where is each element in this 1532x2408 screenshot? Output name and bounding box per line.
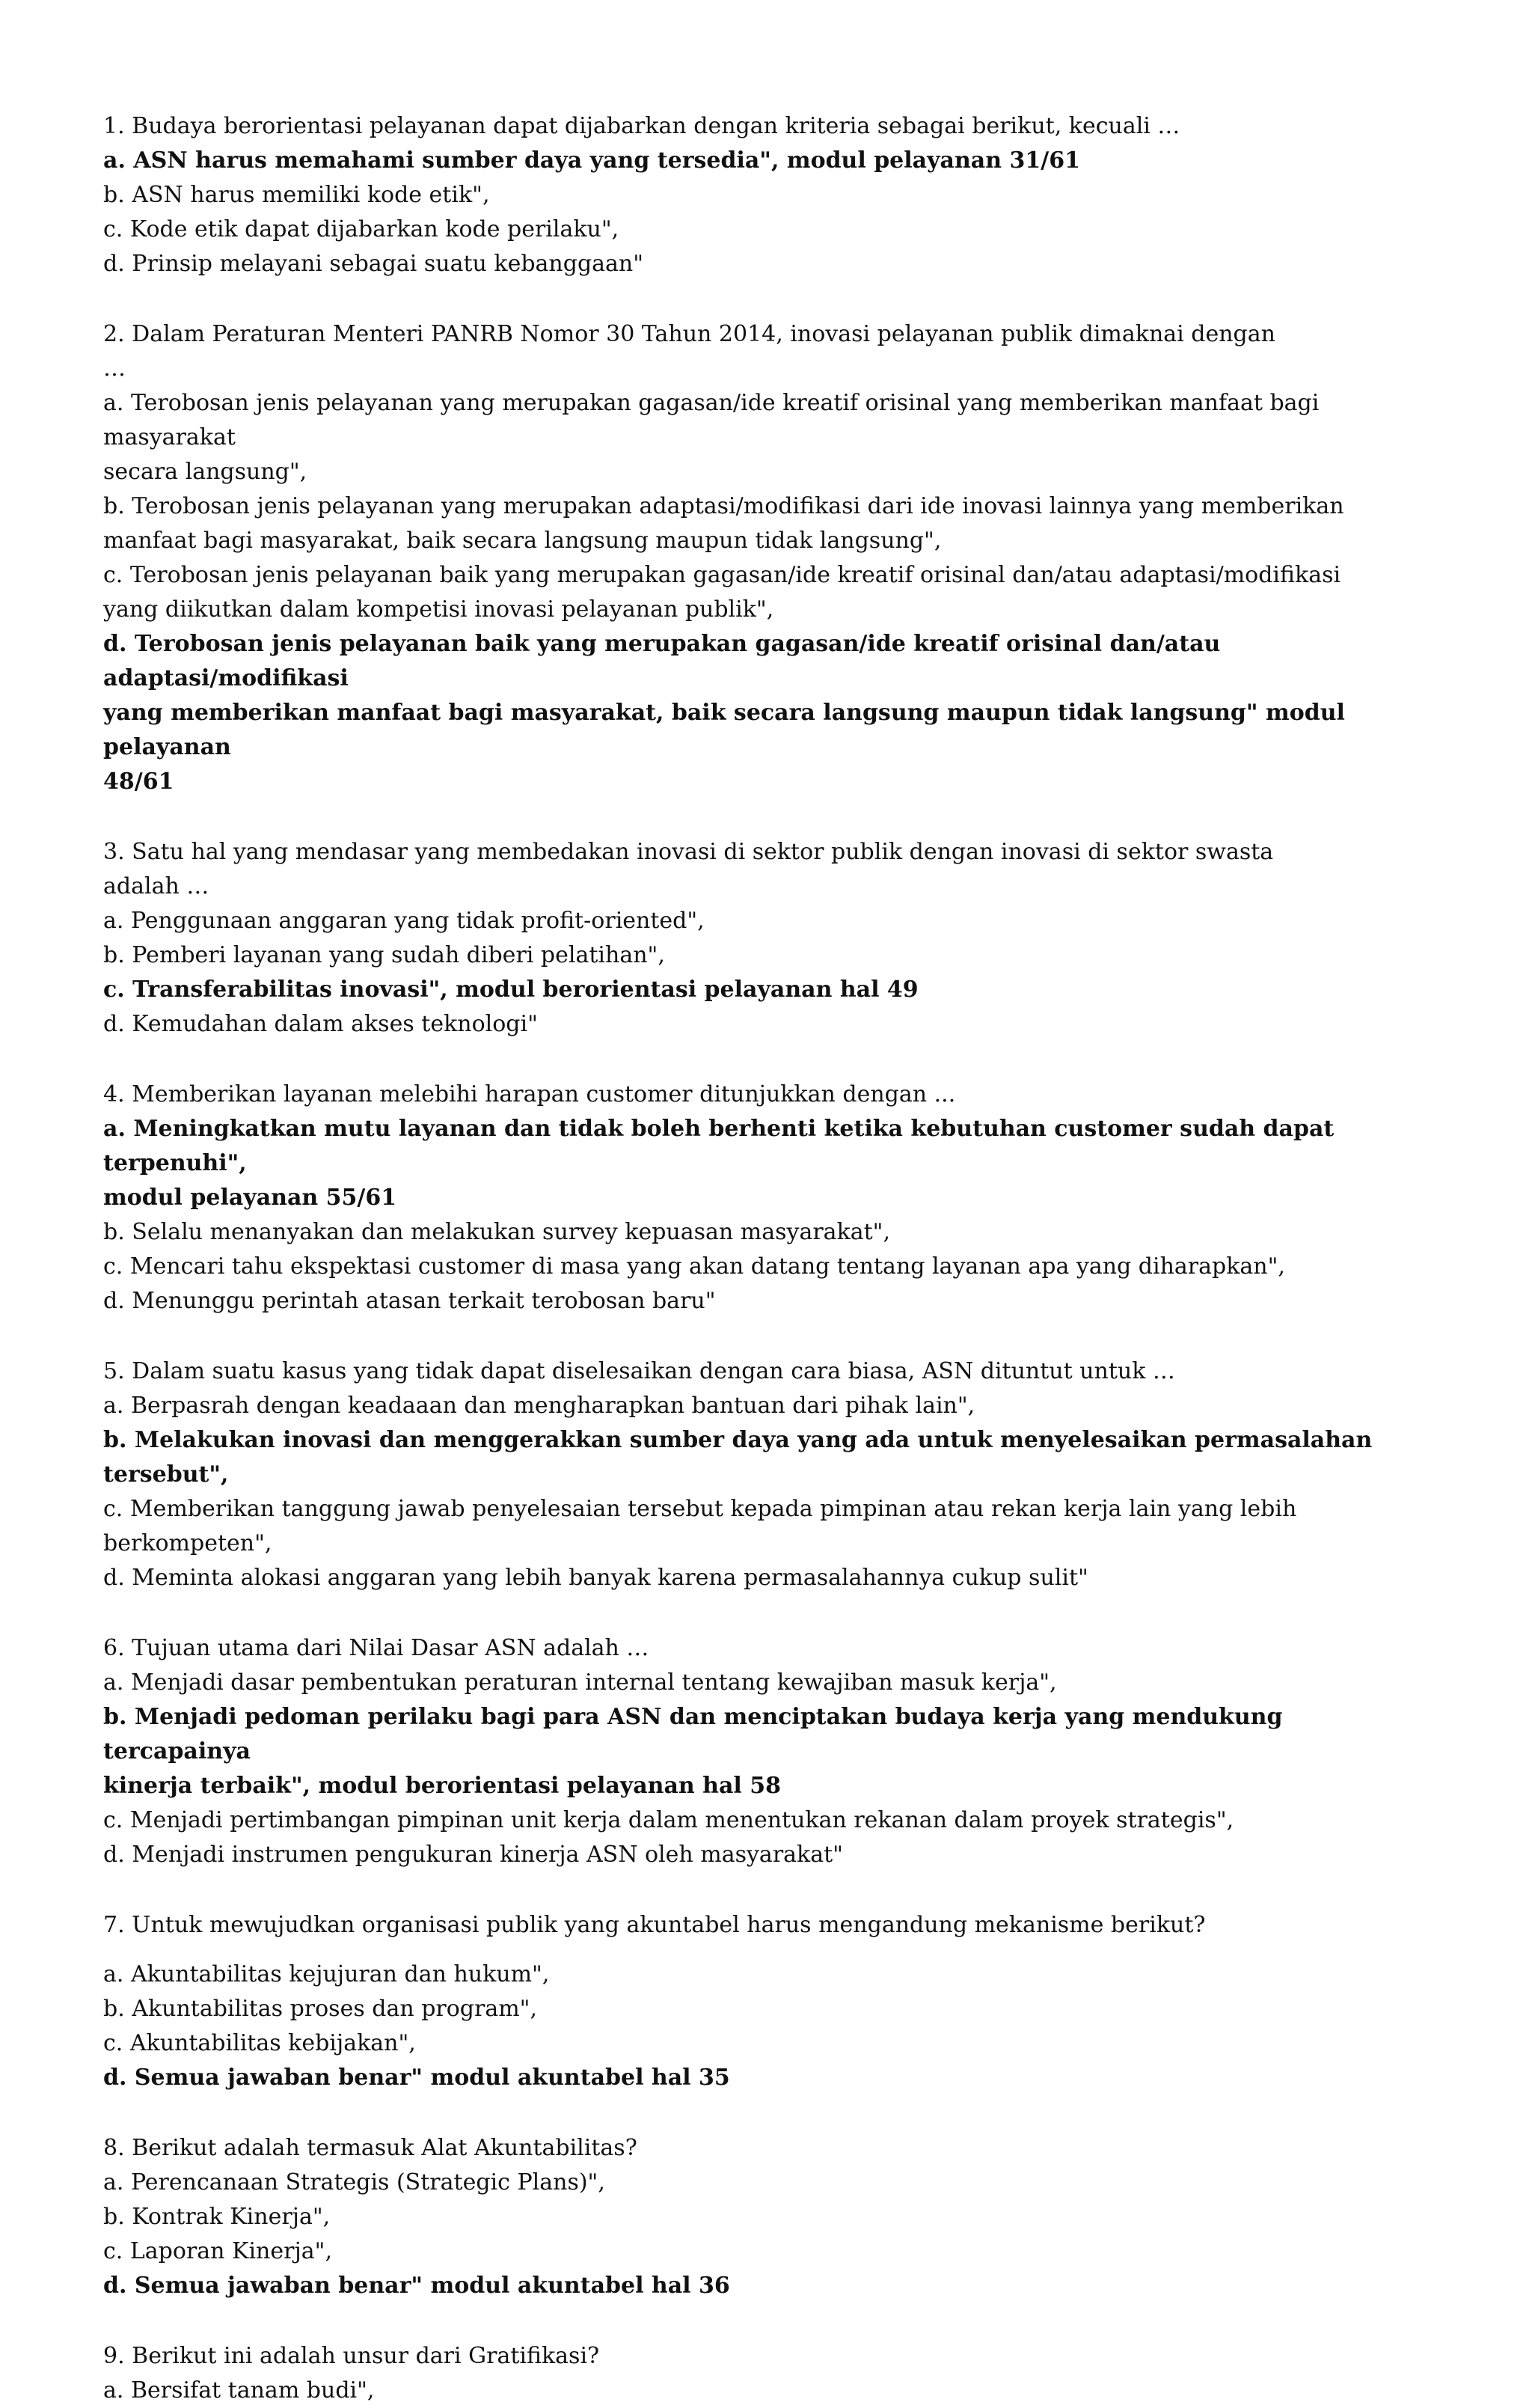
document-page: [103, 109, 1435, 2408]
option-line: d. Prinsip melayani sebagai suatu kebanggaan": [103, 251, 644, 277]
option-line: c. Terobosan jenis pelayanan baik yang merupakan gagasan/ide kreatif orisinal dan/atau adaptasi/modifikasi: [103, 562, 1341, 588]
question-block: [103, 1908, 1435, 2095]
option-line: c. Laporan Kinerja",: [103, 2238, 332, 2264]
option-line: c. Memberikan tanggung jawab penyelesaian tersebut kepada pimpinan atau rekan kerja lain yang lebih berkompeten",: [103, 1496, 1297, 1556]
question-block: [103, 1078, 1435, 1318]
answer-key-line: a. Meningkatkan mutu layanan dan tidak boleh berhenti ketika kebutuhan customer sudah dapat terpenuhi",: [103, 1116, 1335, 1176]
option-line: c. Mencari tahu ekspektasi customer di masa yang akan datang tentang layanan apa yang diharapkan",: [103, 1253, 1285, 1280]
option-line: b. Terobosan jenis pelayanan yang merupakan adaptasi/modifikasi dari ide inovasi lainnya yang memberikan: [103, 493, 1344, 519]
question-text: 9. Berikut ini adalah unsur dari Gratifikasi?: [103, 2343, 600, 2369]
question-block: [103, 109, 1435, 281]
question-block: [103, 317, 1435, 799]
question-block: [103, 2339, 1435, 2408]
option-line: a. Perencanaan Strategis (Strategic Plans)",: [103, 2169, 605, 2195]
option-line: a. Penggunaan anggaran yang tidak profit-oriented",: [103, 908, 705, 934]
question-separator: [103, 1318, 1435, 1354]
answer-key-line: c. Transferabilitas inovasi", modul berorientasi pelayanan hal 49: [103, 977, 919, 1003]
option-line: c. Kode etik dapat dijabarkan kode perilaku",: [103, 216, 619, 242]
option-line: a. Terobosan jenis pelayanan yang merupakan gagasan/ide kreatif orisinal yang memberikan manfaat bagi masyarakat: [103, 390, 1320, 450]
question-separator: [103, 281, 1435, 317]
question-text: 3. Satu hal yang mendasar yang membedakan inovasi di sektor publik dengan inovasi di sektor swasta: [103, 839, 1274, 865]
option-line: b. ASN harus memiliki kode etik",: [103, 182, 490, 208]
answer-key-line: yang memberikan manfaat bagi masyarakat, baik secara langsung maupun tidak langsung" modul pelayanan: [103, 700, 1345, 760]
question-text: 6. Tujuan utama dari Nilai Dasar ASN adalah …: [103, 1635, 649, 1661]
question-text: 7. Untuk mewujudkan organisasi publik yang akuntabel harus mengandung mekanisme berikut?: [103, 1912, 1206, 1938]
option-line: b. Pemberi layanan yang sudah diberi pelatihan",: [103, 942, 665, 968]
option-line: yang diikutkan dalam kompetisi inovasi pelayanan publik",: [103, 596, 774, 623]
spacer: [103, 1943, 1435, 1958]
option-line: b. Selalu menanyakan dan melakukan survey kepuasan masyarakat",: [103, 1219, 891, 1245]
question-separator: [103, 799, 1435, 835]
option-line: d. Menunggu perintah atasan terkait terobosan baru": [103, 1288, 716, 1314]
option-line: c. Akuntabilitas kebijakan",: [103, 2030, 416, 2056]
question-text: 5. Dalam suatu kasus yang tidak dapat diselesaikan dengan cara biasa, ASN dituntut untuk …: [103, 1358, 1175, 1384]
option-line: a. Akuntabilitas kejujuran dan hukum",: [103, 1961, 550, 1987]
option-line: a. Bersifat tanam budi",: [103, 2377, 375, 2404]
question-text: 1. Budaya berorientasi pelayanan dapat dijabarkan dengan kriteria sebagai berikut, kecuali …: [103, 113, 1180, 139]
answer-key-line: tersebut",: [103, 1461, 229, 1488]
answer-key-line: b. Melakukan inovasi dan menggerakkan sumber daya yang ada untuk menyelesaikan permasalahan: [103, 1427, 1373, 1453]
option-line: a. Menjadi dasar pembentukan peraturan internal tentang kewajiban masuk kerja",: [103, 1669, 1057, 1696]
answer-key-line: 48/61: [103, 768, 174, 795]
option-line: a. Berpasrah dengan keadaaan dan mengharapkan bantuan dari pihak lain",: [103, 1393, 975, 1419]
answer-key-line: d. Terobosan jenis pelayanan baik yang merupakan gagasan/ide kreatif orisinal dan/atau adaptasi/modifikasi: [103, 631, 1221, 691]
question-separator: [103, 1595, 1435, 1631]
option-line: c. Menjadi pertimbangan pimpinan unit kerja dalam menentukan rekanan dalam proyek strategis",: [103, 1807, 1234, 1833]
option-line: b. Kontrak Kinerja",: [103, 2204, 331, 2230]
question-block: [103, 1354, 1435, 1595]
question-separator: [103, 1042, 1435, 1078]
option-line: …: [103, 355, 126, 382]
question-separator: [103, 1872, 1435, 1908]
question-block: [103, 1631, 1435, 1872]
option-line: manfaat bagi masyarakat, baik secara langsung maupun tidak langsung",: [103, 528, 942, 554]
option-line: d. Menjadi instrumen pengukuran kinerja ASN oleh masyarakat": [103, 1842, 843, 1868]
answer-key-line: d. Semua jawaban benar" modul akuntabel hal 36: [103, 2273, 730, 2299]
question-block: [103, 835, 1435, 1042]
question-text: 8. Berikut adalah termasuk Alat Akuntabilitas?: [103, 2135, 637, 2161]
option-line: adalah …: [103, 873, 209, 899]
question-text: 2. Dalam Peraturan Menteri PANRB Nomor 30 Tahun 2014, inovasi pelayanan publik dimaknai dengan: [103, 321, 1275, 347]
question-text: 4. Memberikan layanan melebihi harapan customer ditunjukkan dengan ...: [103, 1081, 956, 1107]
option-line: b. Akuntabilitas proses dan program",: [103, 1996, 538, 2022]
question-block: [103, 2131, 1435, 2303]
answer-key-line: b. Menjadi pedoman perilaku bagi para ASN dan menciptakan budaya kerja yang mendukung tercapainya: [103, 1704, 1283, 1764]
question-separator: [103, 2095, 1435, 2131]
option-line: d. Meminta alokasi anggaran yang lebih banyak karena permasalahannya cukup sulit": [103, 1565, 1088, 1591]
answer-key-line: modul pelayanan 55/61: [103, 1185, 397, 1211]
option-line: d. Kemudahan dalam akses teknologi": [103, 1011, 538, 1037]
option-line: secara langsung",: [103, 459, 307, 485]
answer-key-line: kinerja terbaik", modul berorientasi pelayanan hal 58: [103, 1773, 781, 1799]
answer-key-line: d. Semua jawaban benar" modul akuntabel hal 35: [103, 2065, 730, 2091]
question-separator: [103, 2303, 1435, 2339]
answer-key-line: a. ASN harus memahami sumber daya yang tersedia", modul pelayanan 31/61: [103, 147, 1080, 174]
